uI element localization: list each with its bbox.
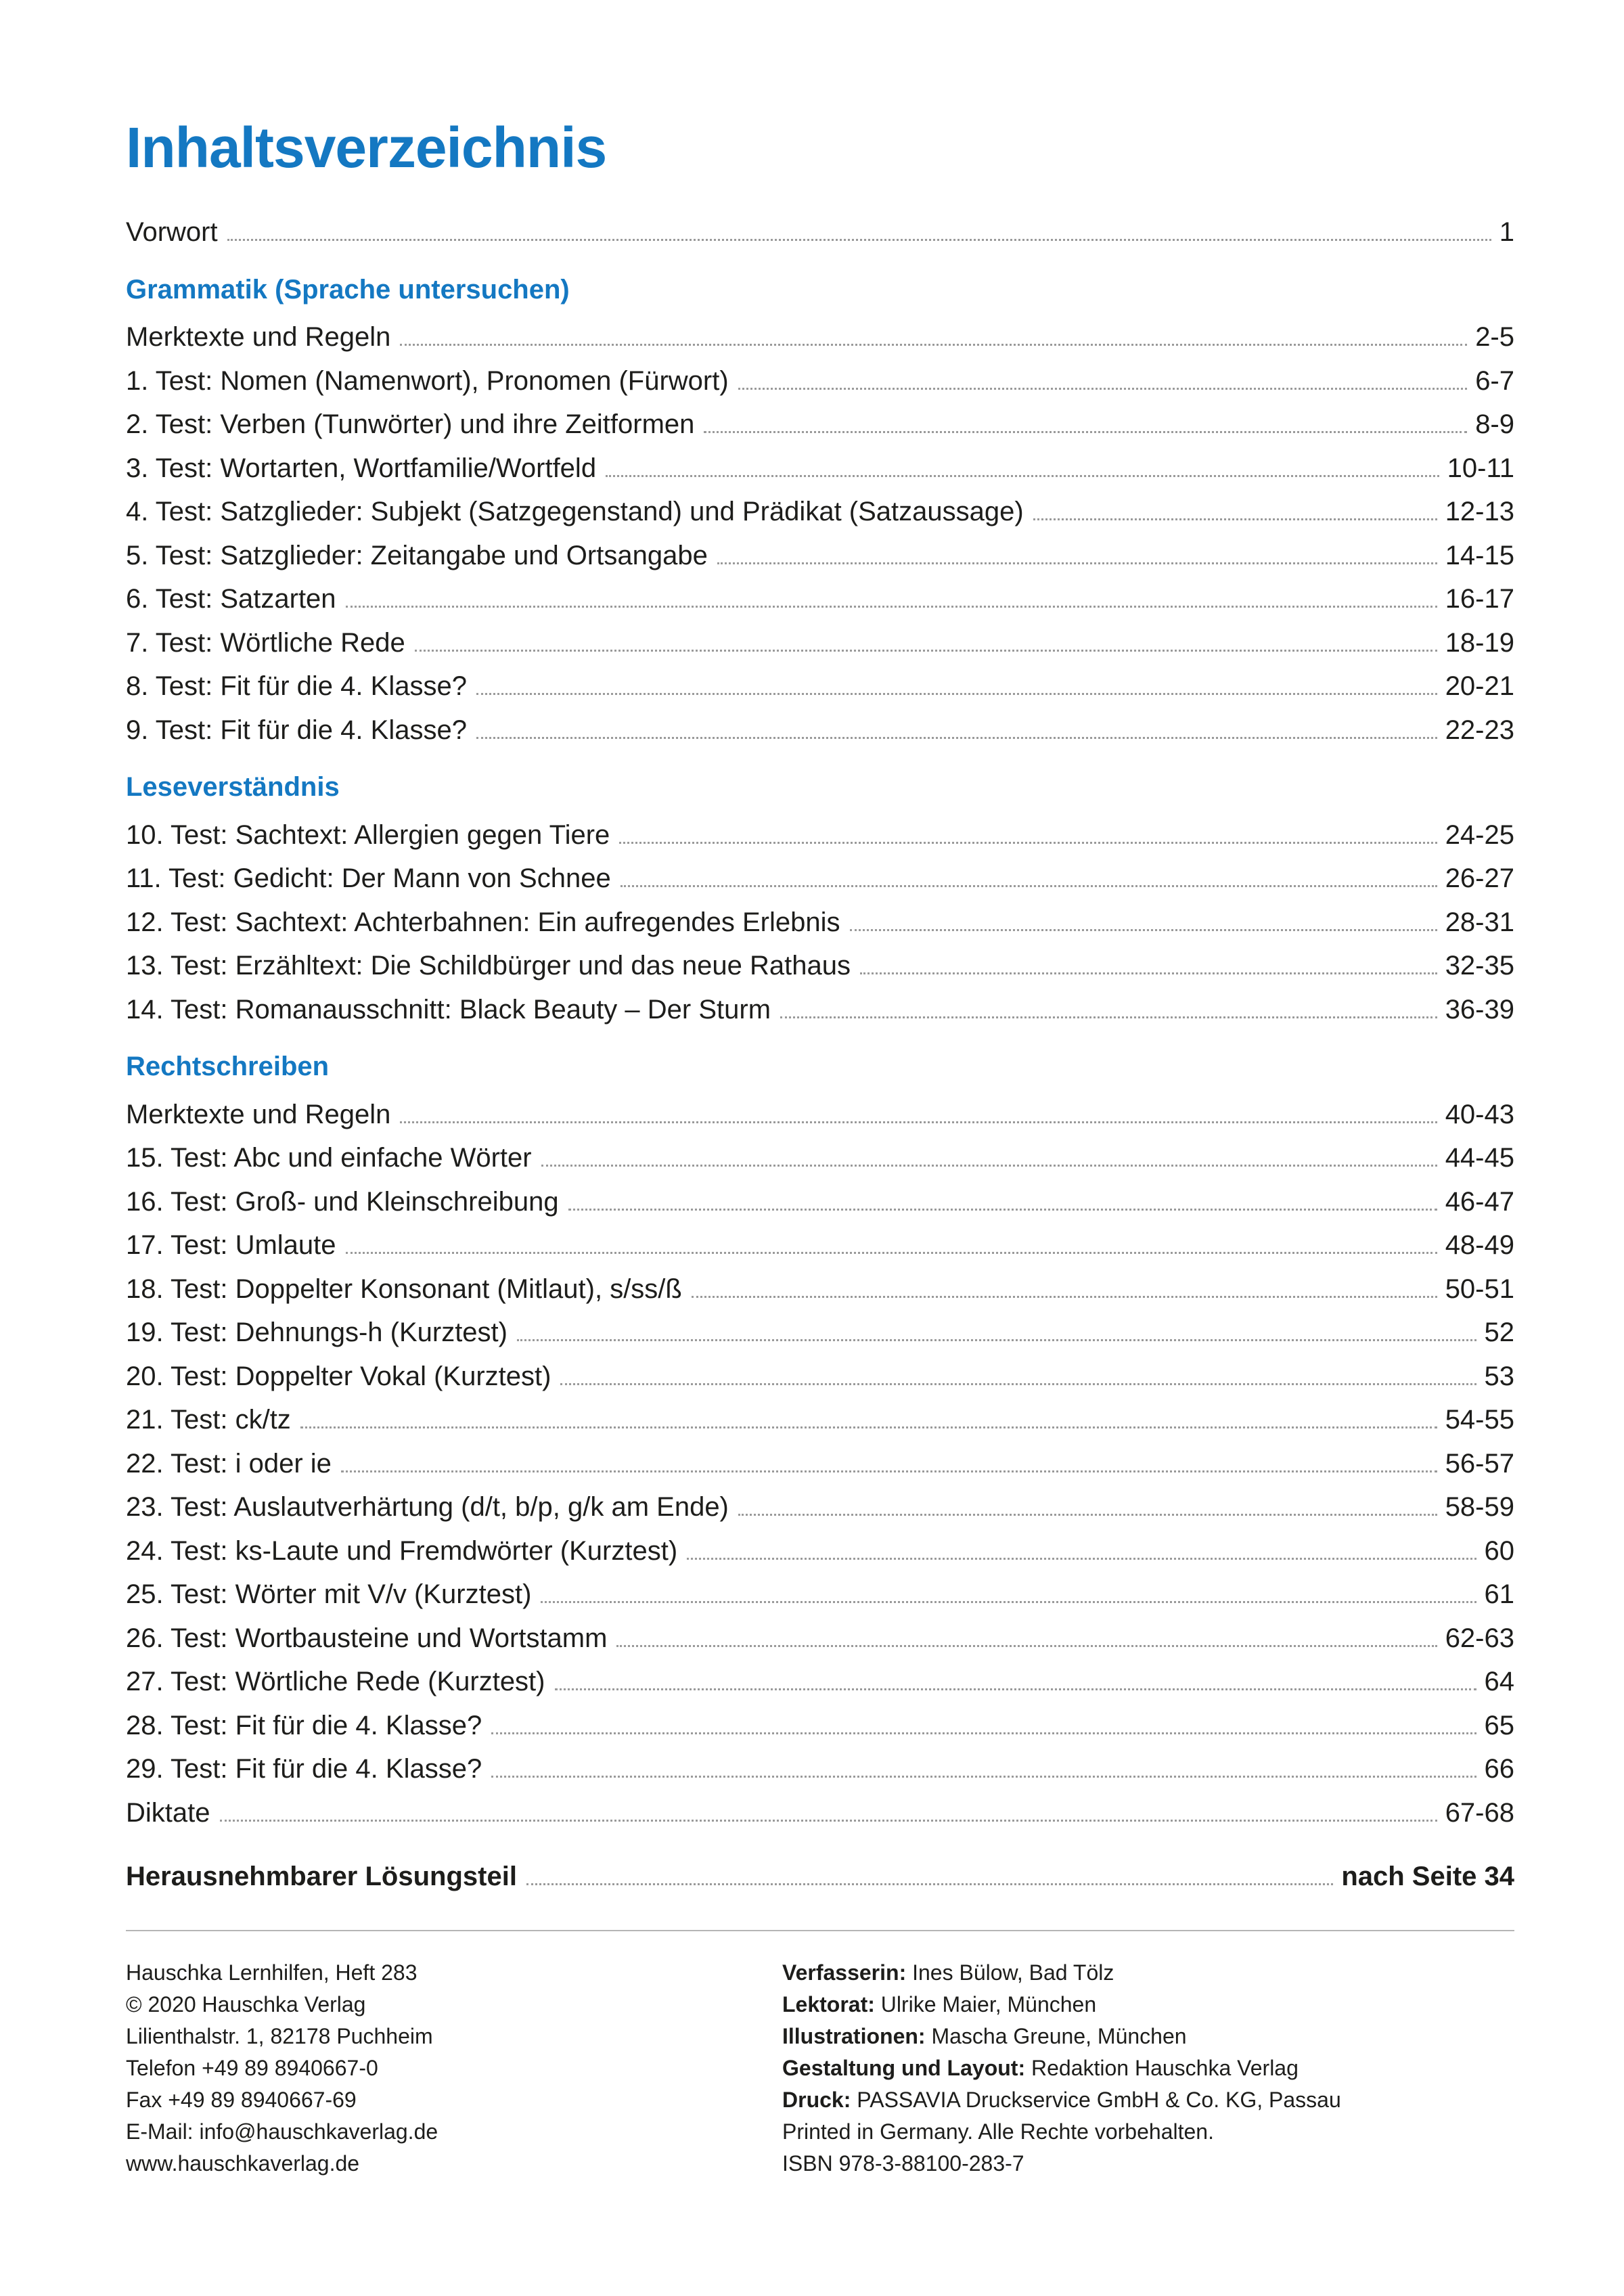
toc-entry-label: 12. Test: Sachtext: Achterbahnen: Ein aufregendes Erlebnis — [126, 907, 840, 937]
dotted-leader — [491, 1732, 1476, 1734]
toc-entry — [126, 1180, 1514, 1224]
toc-entry-label: 23. Test: Auslautverhärtung (d/t, b/p, g/k am Ende) — [126, 1492, 729, 1522]
toc-entry-label: 15. Test: Abc und einfache Wörter — [126, 1143, 532, 1173]
toc-entry-label: 25. Test: Wörter mit V/v (Kurztest) — [126, 1579, 532, 1609]
toc-entry-label: 11. Test: Gedicht: Der Mann von Schnee — [126, 863, 611, 893]
toc-entry — [126, 315, 1514, 359]
dotted-leader — [476, 693, 1437, 695]
dotted-leader — [220, 1820, 1437, 1822]
footer-divider — [126, 1930, 1514, 1931]
toc-entry-label: Merktexte und Regeln — [126, 322, 391, 352]
footer-line: Lilienthalstr. 1, 82178 Puchheim — [126, 2023, 433, 2048]
toc-entry — [126, 1485, 1514, 1529]
footer — [126, 1957, 1514, 2180]
toc-entry — [126, 988, 1514, 1032]
dotted-leader — [606, 475, 1439, 477]
toc-entry-page: 61 — [1484, 1579, 1514, 1609]
dotted-leader — [476, 737, 1437, 739]
footer-line: ISBN 978-3-88100-283-7 — [782, 2151, 1024, 2176]
toc-entry-page: 48-49 — [1445, 1230, 1514, 1260]
toc-entry-page: 40-43 — [1445, 1099, 1514, 1129]
toc-entry-label: 26. Test: Wortbausteine und Wortstamm — [126, 1623, 608, 1653]
toc-entry-page: 36-39 — [1445, 994, 1514, 1025]
toc-entry-page: 66 — [1484, 1754, 1514, 1784]
toc-entry-label: 1. Test: Nomen (Namenwort), Pronomen (Fürwort) — [126, 365, 729, 396]
footer-line: © 2020 Hauschka Verlag — [126, 1991, 366, 2017]
page-title: Inhaltsverzeichnis — [126, 116, 607, 179]
toc-entry — [126, 359, 1514, 403]
toc-entry-label: 29. Test: Fit für die 4. Klasse? — [126, 1754, 482, 1784]
toc-entry — [126, 857, 1514, 901]
toc-entry-page: 8-9 — [1475, 409, 1514, 439]
toc-entry-label: 3. Test: Wortarten, Wortfamilie/Wortfeld — [126, 453, 597, 483]
toc-entry-page: 54-55 — [1445, 1405, 1514, 1435]
toc-entry — [126, 403, 1514, 447]
toc-entry — [126, 944, 1514, 988]
toc-entry-label: 9. Test: Fit für die 4. Klasse? — [126, 715, 467, 745]
toc-entry-label: 28. Test: Fit für die 4. Klasse? — [126, 1710, 482, 1740]
toc-entry-page: 14-15 — [1445, 540, 1514, 570]
dotted-leader — [560, 1383, 1476, 1385]
toc-entry-page: 10-11 — [1447, 453, 1514, 483]
toc-entry-page: 46-47 — [1445, 1186, 1514, 1217]
toc-entry-label: 7. Test: Wörtliche Rede — [126, 627, 405, 658]
footer-line-label: Druck: — [782, 2087, 851, 2112]
footer-line: Druck: PASSAVIA Druckservice GmbH & Co. KG, Passau — [782, 2087, 1341, 2112]
dotted-leader — [717, 562, 1437, 564]
toc-entry — [126, 534, 1514, 578]
footer-line: Gestaltung und Layout: Redaktion Hauschka Verlag — [782, 2055, 1299, 2080]
toc-entry-label: 8. Test: Fit für die 4. Klasse? — [126, 671, 467, 701]
dotted-leader — [687, 1558, 1476, 1560]
toc-entry-label: 20. Test: Doppelter Vokal (Kurztest) — [126, 1361, 551, 1391]
toc-entry-page: 12-13 — [1445, 497, 1514, 526]
toc-entry-label: 16. Test: Groß- und Kleinschreibung — [126, 1186, 559, 1217]
footer-line: www.hauschkaverlag.de — [126, 2151, 360, 2176]
section-heading: Rechtschreiben — [126, 1052, 330, 1081]
toc-entry — [126, 1398, 1514, 1442]
dotted-leader — [346, 1252, 1437, 1254]
toc-entry — [126, 1355, 1514, 1399]
toc-entry-label: 6. Test: Satzarten — [126, 584, 336, 614]
footer-line: Hauschka Lernhilfen, Heft 283 — [126, 1960, 418, 1985]
dotted-leader — [491, 1776, 1476, 1778]
toc-entry-label: 22. Test: i oder ie — [126, 1448, 332, 1479]
toc-entry-label: 21. Test: ck/tz — [126, 1405, 291, 1435]
toc-entry-page: 58-59 — [1445, 1492, 1514, 1522]
dotted-leader — [738, 388, 1468, 390]
toc-entry-page: 22-23 — [1445, 715, 1514, 745]
toc-entry-page: 2-5 — [1475, 322, 1514, 352]
dotted-leader — [400, 1121, 1437, 1123]
toc-entry-page: 16-17 — [1445, 584, 1514, 614]
dotted-leader — [780, 1016, 1437, 1018]
dotted-leader — [621, 885, 1437, 887]
toc-entry — [126, 1747, 1514, 1791]
toc-entry — [126, 490, 1514, 534]
toc-entry — [126, 1617, 1514, 1661]
footer-publisher-column — [126, 1957, 782, 2180]
dotted-leader — [227, 239, 1491, 241]
toc-entry-page: 52 — [1484, 1318, 1514, 1347]
footer-line: Printed in Germany. Alle Rechte vorbehalten. — [782, 2119, 1214, 2144]
toc-entry-label: 14. Test: Romanausschnitt: Black Beauty – Der Sturm — [126, 994, 771, 1025]
toc-entry-label: Merktexte und Regeln — [126, 1099, 391, 1129]
toc-entry-page: 65 — [1484, 1710, 1514, 1740]
toc-entry — [126, 1704, 1514, 1748]
section-heading: Leseverständnis — [126, 772, 340, 802]
dotted-leader — [568, 1209, 1437, 1211]
toc-entry — [126, 621, 1514, 665]
footer-line: Telefon +49 89 8940667-0 — [126, 2055, 378, 2080]
toc-sections — [126, 268, 1514, 1835]
toc-entry-label: Diktate — [126, 1797, 210, 1828]
toc-entry-label: 19. Test: Dehnungs-h (Kurztest) — [126, 1318, 508, 1347]
dotted-leader — [400, 344, 1467, 346]
toc-entry-page: 56-57 — [1445, 1448, 1514, 1479]
toc-entry-label: 18. Test: Doppelter Konsonant (Mitlaut), s/ss/ß — [126, 1274, 682, 1304]
toc-entry-page: 26-27 — [1445, 863, 1514, 893]
toc-entry — [126, 1791, 1514, 1835]
toc-entry-label: 2. Test: Verben (Tunwörter) und ihre Zeitformen — [126, 409, 695, 439]
dotted-leader — [541, 1601, 1476, 1603]
toc-entry — [126, 1529, 1514, 1573]
toc-entry-label: Herausnehmbarer Lösungsteil — [126, 1862, 517, 1891]
dotted-leader — [616, 1645, 1437, 1647]
toc-entry-page: 20-21 — [1445, 671, 1514, 701]
dotted-leader — [850, 929, 1437, 931]
dotted-leader — [517, 1339, 1476, 1341]
toc-entry — [126, 1442, 1514, 1486]
toc-entry — [126, 1573, 1514, 1617]
toc-entry-page: 18-19 — [1445, 627, 1514, 658]
dotted-leader — [860, 972, 1437, 974]
toc-entry-page: 24-25 — [1445, 819, 1514, 850]
toc-entry-page: 6-7 — [1475, 365, 1514, 396]
dotted-leader — [300, 1426, 1437, 1428]
toc-entry — [126, 901, 1514, 945]
toc-entry — [126, 1267, 1514, 1311]
dotted-leader — [619, 842, 1437, 844]
dotted-leader — [1033, 518, 1437, 520]
dotted-leader — [555, 1688, 1476, 1690]
footer-line-label: Gestaltung und Layout: — [782, 2055, 1026, 2080]
toc-entry — [126, 1311, 1514, 1355]
toc-entry — [126, 1660, 1514, 1704]
dotted-leader — [692, 1296, 1437, 1298]
dotted-leader — [346, 606, 1437, 608]
toc-entry-label: 24. Test: ks-Laute und Fremdwörter (Kurztest) — [126, 1535, 678, 1566]
footer-line: Fax +49 89 8940667-69 — [126, 2087, 357, 2112]
toc-entry-label: 27. Test: Wörtliche Rede (Kurztest) — [126, 1667, 545, 1696]
toc-entry-label: 4. Test: Satzglieder: Subjekt (Satzgegenstand) und Prädikat (Satzaussage) — [126, 497, 1024, 526]
toc-entry-label: 10. Test: Sachtext: Allergien gegen Tiere — [126, 819, 610, 850]
toc-entry-solutions — [126, 1855, 1514, 1899]
dotted-leader — [738, 1514, 1437, 1516]
toc-entry-page: 44-45 — [1445, 1143, 1514, 1173]
toc-entry-label: 13. Test: Erzähltext: Die Schildbürger und das neue Rathaus — [126, 951, 851, 981]
toc-entry — [126, 708, 1514, 752]
footer-line: Verfasserin: Ines Bülow, Bad Tölz — [782, 1960, 1114, 1985]
toc-entry-label: 17. Test: Umlaute — [126, 1230, 336, 1260]
toc-entry — [126, 1223, 1514, 1267]
toc-entry — [126, 665, 1514, 708]
toc-entry-page: 64 — [1484, 1667, 1514, 1696]
toc-list — [126, 210, 1514, 1899]
dotted-leader — [415, 650, 1437, 652]
dotted-leader — [541, 1165, 1437, 1167]
toc-entry-page: 1 — [1499, 217, 1514, 247]
toc-entry — [126, 577, 1514, 621]
toc-entry-page: 60 — [1484, 1535, 1514, 1566]
toc-entry-page: nach Seite 34 — [1341, 1862, 1514, 1891]
dotted-leader — [341, 1470, 1437, 1472]
toc-entry-page: 32-35 — [1445, 951, 1514, 981]
toc-entry — [126, 813, 1514, 857]
toc-entry-page: 50-51 — [1445, 1274, 1514, 1304]
toc-entry-label: 5. Test: Satzglieder: Zeitangabe und Ortsangabe — [126, 540, 708, 570]
footer-credits-column — [782, 1957, 1514, 2180]
footer-line-label: Verfasserin: — [782, 1960, 907, 1985]
toc-entry — [126, 447, 1514, 491]
toc-entry — [126, 1093, 1514, 1137]
toc-entry-label: Vorwort — [126, 217, 218, 247]
footer-line: Lektorat: Ulrike Maier, München — [782, 1991, 1097, 2017]
toc-entry-vorwort — [126, 210, 1514, 254]
footer-line-label: Illustrationen: — [782, 2023, 926, 2048]
toc-entry-page: 67-68 — [1445, 1797, 1514, 1828]
footer-line: E-Mail: info@hauschkaverlag.de — [126, 2119, 438, 2144]
footer-line-label: Lektorat: — [782, 1991, 875, 2017]
toc-entry-page: 53 — [1484, 1361, 1514, 1391]
footer-line: Illustrationen: Mascha Greune, München — [782, 2023, 1187, 2048]
dotted-leader — [704, 431, 1467, 433]
dotted-leader — [526, 1883, 1333, 1885]
section-heading: Grammatik (Sprache untersuchen) — [126, 274, 570, 305]
toc-entry — [126, 1136, 1514, 1180]
toc-entry-page: 28-31 — [1445, 907, 1514, 937]
toc-entry-page: 62-63 — [1445, 1623, 1514, 1653]
